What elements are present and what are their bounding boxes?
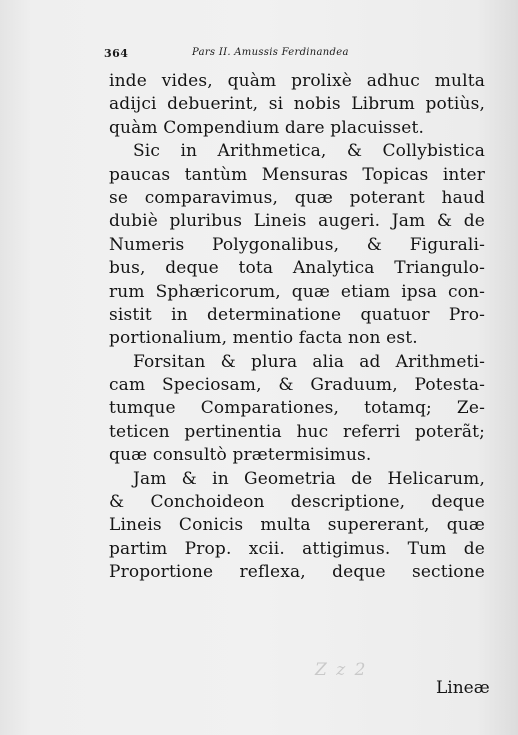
text-line: bus, deque tota Analytica Triangulo-: [109, 258, 485, 279]
text-line: quæ consultò prætermisimus.: [109, 445, 372, 466]
running-head: Pars II. Amussis Ferdinandea: [192, 47, 349, 58]
text-line: adijci debuerint, si nobis Librum potiùs,: [109, 94, 485, 115]
text-line: rum Sphæricorum, quæ etiam ipsa con-: [109, 281, 485, 302]
text-line: sistit in determinatione quatuor Pro-: [109, 304, 485, 325]
text-line: Proportione reflexa, deque sectione: [109, 562, 485, 583]
text-line: Jam & in Geometria de Helicarum,: [133, 468, 485, 489]
text-line: se comparavimus, quæ poterant haud: [109, 187, 485, 208]
text-line: Forsitan & plura alia ad Arithmeti-: [133, 351, 485, 372]
text-line: portionalium, mentio facta non est.: [109, 328, 418, 349]
text-line: tumque Comparationes, totamq; Ze-: [109, 398, 485, 419]
text-line: & Conchoideon descriptione, deque: [109, 492, 485, 513]
text-line: dubiè pluribus Lineis augeri. Jam & de: [109, 211, 485, 232]
page-number: 364: [104, 47, 129, 60]
text-line: partim Prop. xcii. attigimus. Tum de: [109, 538, 485, 559]
page-header: [104, 47, 484, 67]
text-line: cam Speciosam, & Graduum, Potesta-: [109, 375, 485, 396]
text-line: Sic in Arithmetica, & Collybistica: [133, 141, 485, 162]
catchword: Lineæ: [436, 678, 490, 698]
text-line: quàm Compendium dare placuisset.: [109, 117, 425, 138]
text-line: Numeris Polygonalibus, & Figurali-: [109, 234, 485, 255]
text-line: Lineis Conicis multa supererant, quæ: [109, 515, 485, 536]
body-text: [109, 70, 485, 585]
signature-mark: Z z 2: [315, 660, 368, 680]
text-line: inde vides, quàm prolixè adhuc multa: [109, 71, 485, 91]
text-line: teticen pertinentia huc referri poterãt;: [109, 421, 485, 442]
text-line: paucas tantùm Mensuras Topicas inter: [109, 164, 485, 185]
